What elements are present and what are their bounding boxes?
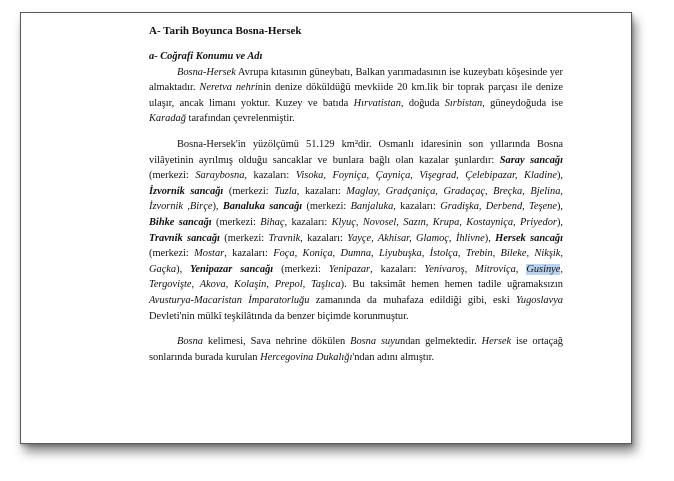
text-run: , kazaları: <box>244 170 296 182</box>
text-run: Yenipazar <box>328 263 371 275</box>
text-run: kazaları: <box>395 201 441 213</box>
section-title: A- Tarih Boyunca Bosna-Hersek <box>149 25 302 37</box>
text-run: (merkezi: <box>302 201 351 213</box>
text-run: Gusinye <box>526 263 561 275</box>
text-run: ise ortaçağ sonlarında burada kurulan <box>149 336 563 363</box>
text-run: Bihke sancağı <box>149 216 212 228</box>
text-run: , kazaları: <box>300 232 348 244</box>
text-run: Bosna suyu <box>350 336 401 348</box>
text-run: ). Bu taksimât hemen hemen tadile uğramaksızın <box>340 279 563 291</box>
text-run: , güneydoğuda ise <box>482 97 563 109</box>
text-run: , kazaları: <box>284 216 332 228</box>
subsection-title: a- Coğrafi Konumu ve Adı <box>149 51 263 62</box>
text-run: Maglay, Gradçaniça, Gradaçaç, Breçka, Bjelina, İzvornik ,Birçe <box>149 185 563 213</box>
text-run: Bosna-Hersek'in yüzölçümü 51.129 km²dir. Osmanlı idaresinin son yıllarında Bosna vilâyetinin ayrılmış olduğu sancaklar ve bunlara bağlı olan kazalar şunlardır: <box>149 138 563 166</box>
text-run: tarafından çevrelenmiştir. <box>185 113 295 125</box>
text-run: Hersek <box>481 336 512 348</box>
text-run: Yayçe, Akhisar, Glamoç, İhlivne <box>347 232 485 244</box>
text-run: Karadağ <box>149 113 186 125</box>
paragraph-administration <box>149 137 563 324</box>
text-run: Mostar <box>194 248 225 260</box>
text-run: ndan gelmektedir. <box>400 336 482 348</box>
text-run: ), <box>556 216 563 228</box>
text-run: (merkezi: <box>223 185 275 197</box>
text-run: Gradişka, Derbend, Teşene <box>440 201 557 213</box>
text-run: Bosna <box>177 336 203 348</box>
text-run: ), <box>556 201 564 213</box>
text-run: Devleti'nin mülkî teşkilâtında da benzer biçimde korunmuştur. <box>149 310 409 322</box>
text-run: Banjaluka, <box>350 201 396 213</box>
text-run: , kazaları: <box>370 263 425 275</box>
text-run: İzvornik sancağı <box>149 185 224 197</box>
document-body <box>149 23 563 365</box>
text-run: doğuda <box>403 97 445 109</box>
text-run: Yenivaroş, Mitroviça, <box>424 263 527 275</box>
text-run: , kazaları: <box>296 185 347 197</box>
text-run: Visoka, Foyniça, Çayniça, Vişegrad, Çelebipazar, Kladine <box>295 170 557 182</box>
text-run: Foça, Koniça, Dumna, Liyubuşka, İstolça, Trebin, Bileke, Nikşik, Gaçka <box>149 248 564 275</box>
text-run: (merkezi: <box>149 248 195 260</box>
text-run: Bihaç <box>260 216 285 228</box>
text-run: Bosna-Hersek <box>177 66 236 78</box>
text-run: Saray sancağı <box>499 154 563 166</box>
text-run: Hırvatistan, <box>353 97 404 109</box>
text-run: , Tergovişte, Akova, Kolaşin, Prepol, Taşlıca <box>149 263 564 291</box>
text-run: Avusturya-Macaristan İmparatorluğu <box>149 294 310 306</box>
text-run: kelimesi, Sava nehrine dökülen <box>202 336 351 348</box>
text-run: ), <box>484 232 496 244</box>
text-run: (merkezi: <box>273 263 329 275</box>
document-page <box>20 12 632 444</box>
text-run: nin denize döküldüğü mevkiide 20 km.lik bir toprak parçası ile denize ulaşır, ancak limanı yoktur. Kuzey ve batıda <box>149 82 563 109</box>
text-run: 'ndan adını almıştır. <box>352 351 435 363</box>
text-run: Sırbistan <box>444 97 483 109</box>
text-run: Saraybosna <box>195 170 245 182</box>
text-run: ), <box>212 201 223 213</box>
text-run: ), <box>556 170 564 182</box>
paragraph-location <box>149 65 563 127</box>
text-run: (merkezi: <box>219 232 269 244</box>
text-run: Avrupa kıtasının güneybatı, Balkan yarımadasının ise kuzeybatı köşesinde yer almaktadır. <box>149 66 563 94</box>
text-run: , kazaları: <box>224 248 274 260</box>
text-run: Travnik <box>268 232 301 244</box>
text-run: Yenipazar sancağı <box>190 263 274 275</box>
text-run: (merkezi: <box>211 216 261 228</box>
text-run: Yugoslavya <box>516 294 564 306</box>
text-run: Klyuç, Novosel, Sazın, Krupa, Kostayniça, Priyedor <box>331 216 557 228</box>
paragraph-etymology <box>149 334 563 365</box>
text-run: Hersek sancağı <box>495 232 564 244</box>
text-run: Tuzla <box>274 185 297 197</box>
text-run: zamanında da muhafaza edildiği gibi, eski <box>309 294 517 306</box>
text-run: ), <box>176 263 191 275</box>
text-run: Neretva nehri <box>199 82 258 94</box>
text-run: Travnik sancağı <box>149 232 220 244</box>
text-run: Banaluka sancağı <box>222 201 303 213</box>
text-run: (merkezi: <box>149 170 196 182</box>
text-run: Hercegovina Dukalığı <box>260 351 353 363</box>
